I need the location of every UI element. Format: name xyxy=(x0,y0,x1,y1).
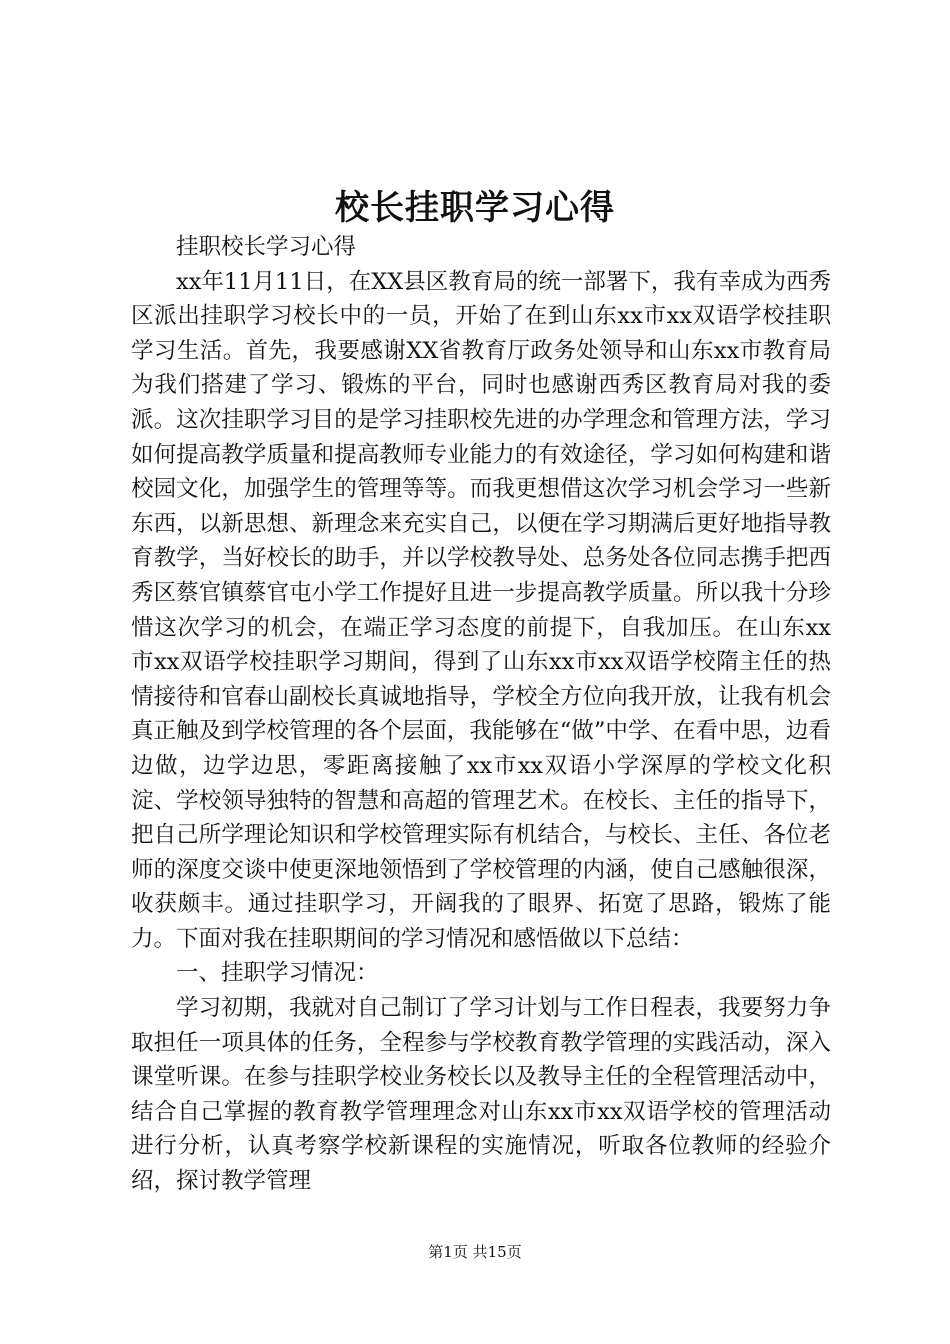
page-footer: 第1页 共15页 xyxy=(428,1243,522,1261)
document-body xyxy=(131,230,831,1199)
paragraph-section-1: 学习初期，我就对自己制订了学习计划与工作日程表，我要努力争取担任一项具体的任务，全程参与学校教育教学管理的实践活动，深入课堂听课。在参与挂职学校业务校长以及教导主任的全程管理活动中，结合自己掌握的教育教学管理理念对山东xx市xx双语学校的管理活动进行分析，认真考察学校新课程的实施情况，听取各位教师的经验介绍，探讨教学管理 xyxy=(131,995,831,1195)
paragraph-subtitle: 挂职校长学习心得 xyxy=(176,234,357,260)
paragraph-intro: xx年11月11日，在XX县区教育局的统一部署下，我有幸成为西秀区派出挂职学习校长中的一员，开始了在到山东xx市xx双语学校挂职学习生活。首先，我要感谢XX省教育厅政务处领导和山东xx市教育局为我们搭建了学习、锻炼的平台，同时也感谢西秀区教育局对我的委派。这次挂职学习目的是学习挂职校先进的办学理念和管理方法，学习如何提高教学质量和提高教师专业能力的有效途径，学习如何构建和谐校园文化，加强学生的管理等等。而我更想借这次学习机会学习一些新东西，以新思想、新理念来充实自己，以便在学习期满后更好地指导教育教学，当好校长的助手，并以学校教导处、总务处各位同志携手把西秀区蔡官镇蔡官屯小学工作提好且进一步提高教学质量。所以我十分珍惜这次学习的机会，在端正学习态度的前提下，自我加压。在山东xx市xx双语学校挂职学习期间，得到了山东xx市xx双语学校隋主任的热情接待和官春山副校长真诚地指导，学校全方位向我开放，让我有机会真正触及到学校管理的各个层面，我能够在“做”中学、在看中思，边看边做，边学边思，零距离接触了xx市xx双语小学深厚的学校文化积淀、学校领导独特的智慧和高超的管理艺术。在校长、主任的指导下，把自己所学理论知识和学校管理实际有机结合，与校长、主任、各位老师的深度交谈中使更深地领悟到了学校管理的内涵，使自己感触很深，收获颇丰。通过挂职学习，开阔我的了眼界、拓宽了思路，锻炼了能力。下面对我在挂职期间的学习情况和感悟做以下总结： xyxy=(131,268,831,952)
document-title: 校长挂职学习心得 xyxy=(335,188,615,228)
section-heading: 一、挂职学习情况： xyxy=(176,960,379,987)
